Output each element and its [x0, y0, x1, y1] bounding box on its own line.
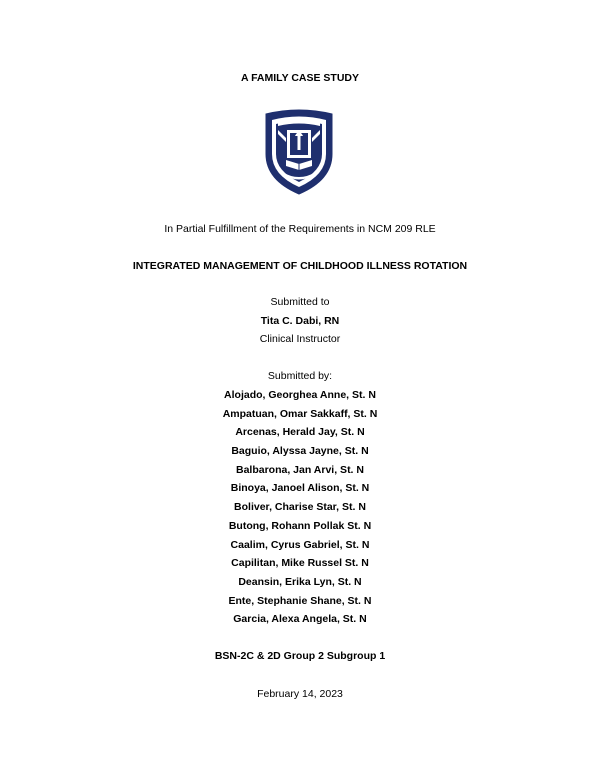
submitted-by-label: Submitted by:: [267, 370, 333, 382]
student-name: Balbarona, Jan Arvi, St. N: [236, 463, 364, 476]
student-name: Capilitan, Mike Russel St. N: [231, 557, 369, 570]
submitted-to-label: Submitted to: [270, 296, 330, 308]
student-name: Arcenas, Herald Jay, St. N: [235, 426, 365, 439]
student-name: Baguio, Alyssa Jayne, St. N: [231, 445, 369, 458]
student-name: Butong, Rohann Pollak St. N: [228, 519, 372, 532]
document-date: February 14, 2023: [257, 688, 343, 700]
group-label: BSN-2C & 2D Group 2 Subgroup 1: [214, 650, 386, 662]
document-title: A FAMILY CASE STUDY: [240, 72, 360, 84]
student-name: Binoya, Janoel Alison, St. N: [230, 482, 370, 495]
school-seal-icon: [262, 108, 336, 196]
fulfillment-line: In Partial Fulfillment of the Requirements in NCM 209 RLE: [164, 223, 436, 235]
student-name: Ente, Stephanie Shane, St. N: [228, 594, 372, 607]
instructor-name: Tita C. Dabi, RN: [260, 315, 340, 327]
student-name: Boliver, Charise Star, St. N: [234, 501, 366, 514]
student-name: Alojado, Georghea Anne, St. N: [224, 389, 376, 401]
rotation-title: INTEGRATED MANAGEMENT OF CHILDHOOD ILLNESS ROTATION: [132, 260, 468, 272]
student-name: Ampatuan, Omar Sakkaff, St. N: [222, 407, 378, 420]
student-list: [0, 388, 600, 631]
student-name: Garcia, Alexa Angela, St. N: [233, 613, 367, 626]
student-name: Caalim, Cyrus Gabriel, St. N: [230, 538, 370, 551]
instructor-role: Clinical Instructor: [259, 333, 341, 345]
student-name: Deansin, Erika Lyn, St. N: [238, 575, 362, 588]
